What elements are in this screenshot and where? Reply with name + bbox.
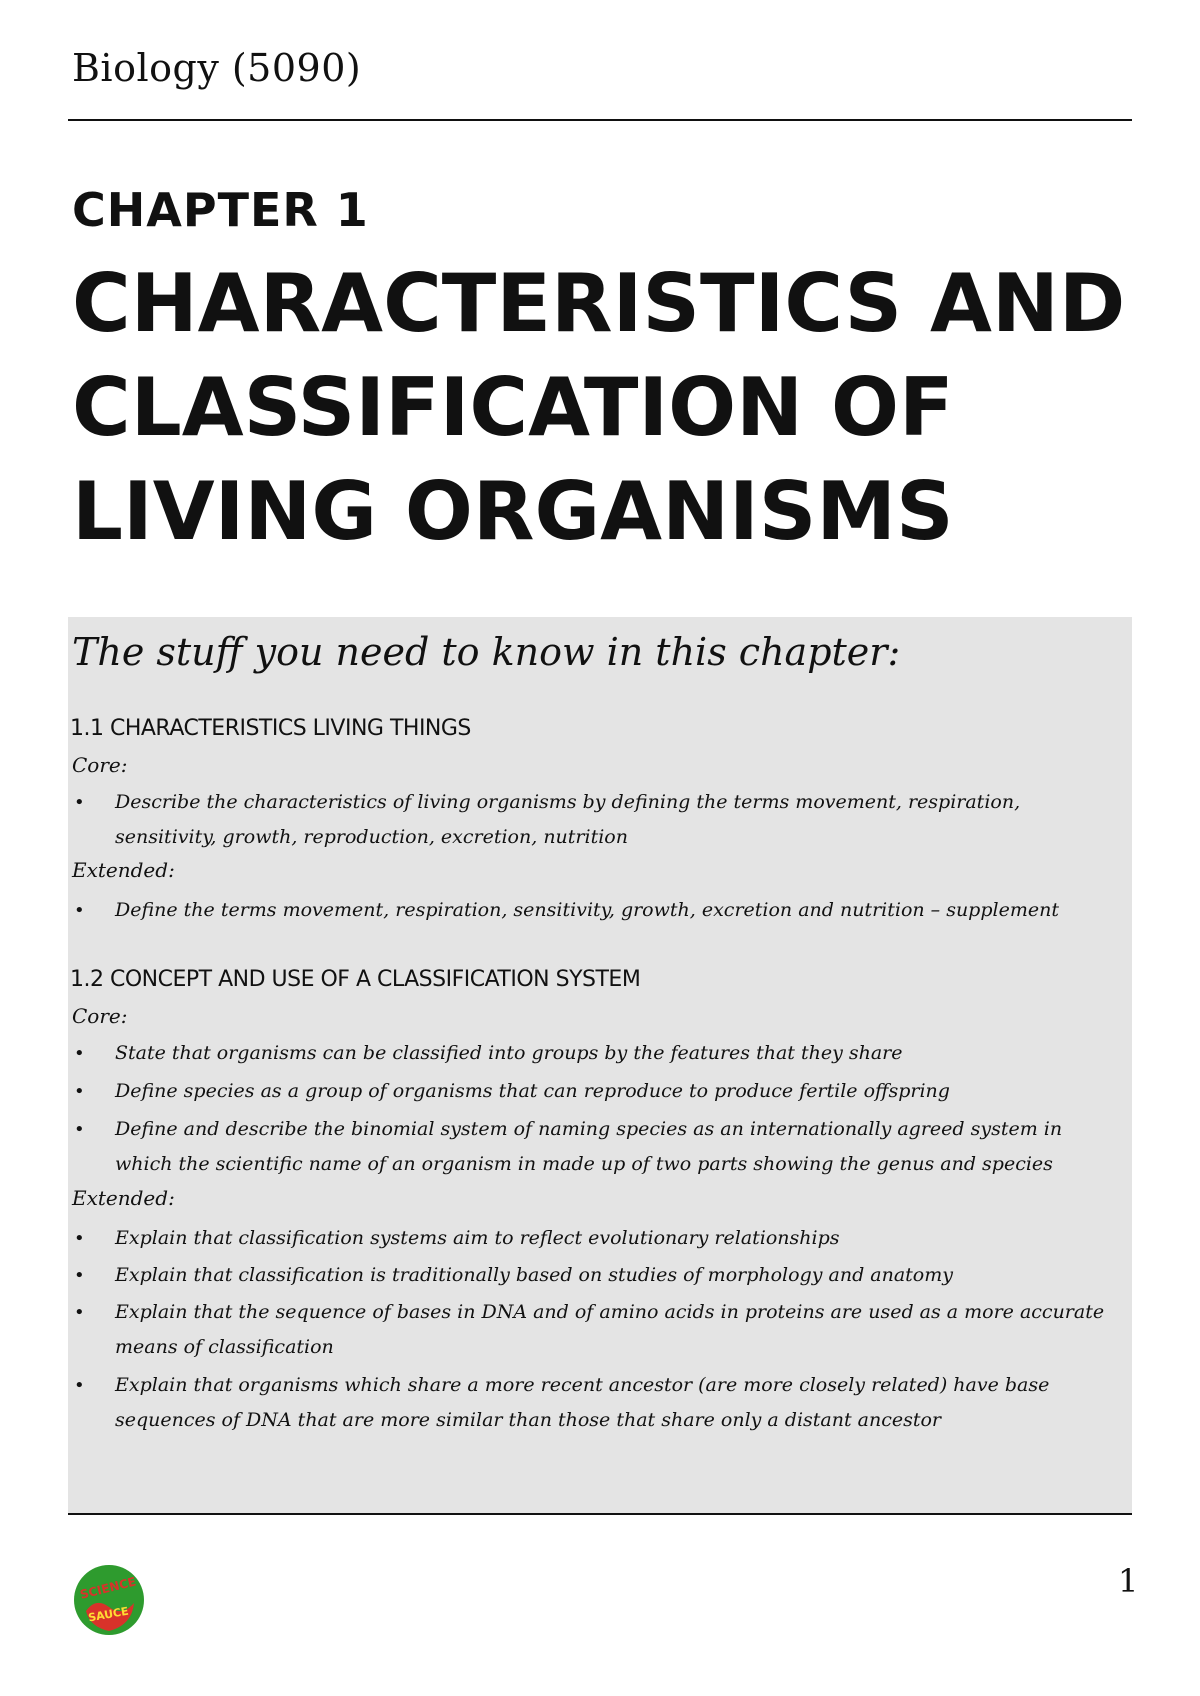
- bullet-icon: •: [74, 792, 85, 813]
- svg-text:SAUCE: SAUCE: [87, 1604, 130, 1625]
- list-item: • Define species as a group of organisms that can reproduce to produce fertile offspring: [68, 1074, 1118, 1109]
- bullet-icon: •: [74, 1081, 85, 1102]
- section-title: 1.1 CHARACTERISTICS LIVING THINGS: [70, 716, 471, 741]
- list-item: • Explain that the sequence of bases in DNA and of amino acids in proteins are used as a more accurate means of classification: [68, 1295, 1118, 1365]
- list-item: • Describe the characteristics of living organisms by defining the terms movement, respiration, sensitivity, growth, reproduction, excretion, nutrition: [68, 785, 1118, 855]
- list-item: • Explain that organisms which share a more recent ancestor (are more closely related) have base sequences of DNA that are more similar than those that share only a distant ancestor: [68, 1368, 1118, 1438]
- footer-divider: [68, 1513, 1132, 1515]
- list-item: • State that organisms can be classified into groups by the features that they share: [68, 1036, 1118, 1071]
- svg-text:SCIENCE: SCIENCE: [78, 1574, 138, 1602]
- science-sauce-logo: [72, 1563, 146, 1637]
- chapter-summary-box: [68, 617, 1132, 1513]
- core-label: Core:: [72, 753, 128, 777]
- bullet-icon: •: [74, 900, 85, 921]
- list-item: • Explain that classification systems aim to reflect evolutionary relationships: [68, 1221, 1118, 1256]
- bullet-icon: •: [74, 1228, 85, 1249]
- extended-label: Extended:: [72, 858, 175, 882]
- core-label: Core:: [72, 1004, 128, 1028]
- list-item: • Define the terms movement, respiration, sensitivity, growth, excretion and nutrition – supplement: [68, 893, 1118, 928]
- chapter-label: CHAPTER 1: [72, 183, 369, 237]
- bullet-icon: •: [74, 1302, 85, 1323]
- chapter-title: CHARACTERISTICS AND CLASSIFICATION OF LIVING ORGANISMS: [72, 257, 1126, 558]
- bullet-icon: •: [74, 1265, 85, 1286]
- bullet-icon: •: [74, 1119, 85, 1140]
- list-item: • Explain that classification is traditionally based on studies of morphology and anatomy: [68, 1258, 1118, 1293]
- page-number: 1: [1118, 1562, 1139, 1600]
- section-title: 1.2 CONCEPT AND USE OF A CLASSIFICATION SYSTEM: [70, 967, 641, 992]
- summary-heading: The stuff you need to know in this chapter:: [72, 630, 901, 674]
- bullet-icon: •: [74, 1043, 85, 1064]
- document-header-title: Biology (5090): [72, 46, 362, 90]
- extended-label: Extended:: [72, 1186, 175, 1210]
- header-divider: [68, 119, 1132, 121]
- bullet-icon: •: [74, 1375, 85, 1396]
- list-item: • Define and describe the binomial system of naming species as an internationally agreed system in which the scientific name of an organism in made up of two parts showing the genus and species: [68, 1112, 1118, 1182]
